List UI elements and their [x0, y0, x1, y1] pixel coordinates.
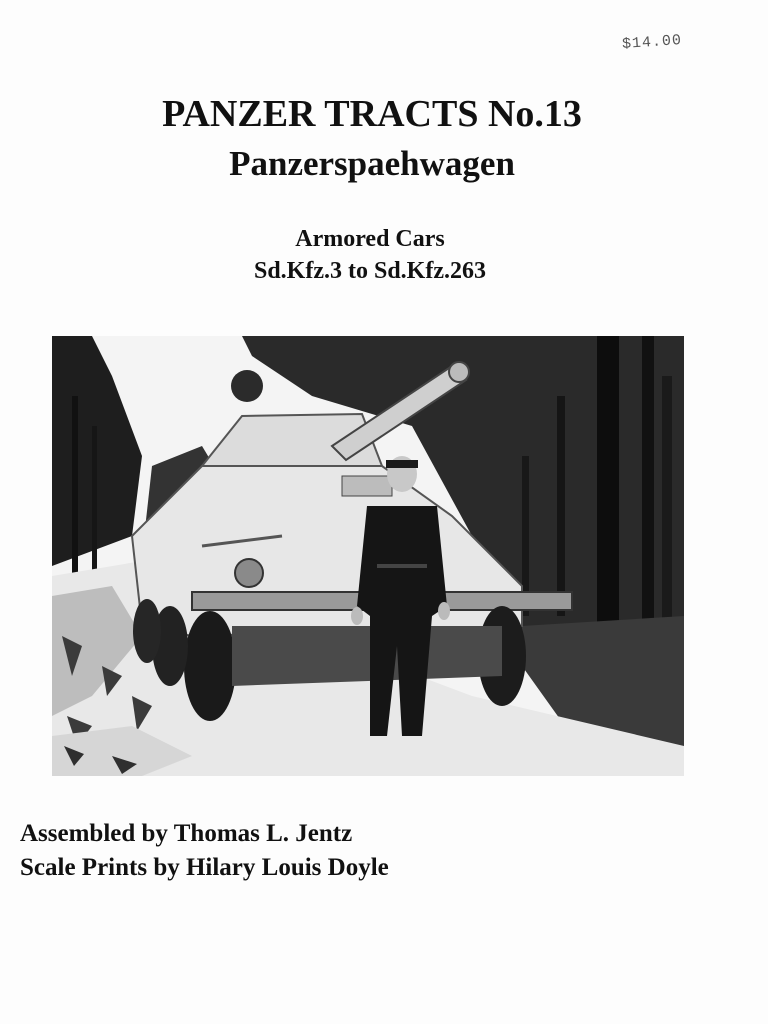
book-range: Sd.Kfz.3 to Sd.Kfz.263 [253, 258, 486, 284]
handwritten-price-mark: $14.00 [621, 31, 683, 54]
book-subtitle: Panzerspaehwagen [229, 144, 515, 183]
book-title: PANZER TRACTS No.13 [162, 93, 582, 135]
cover-photo [52, 336, 684, 776]
author-credit: Assembled by Thomas L. Jentz [20, 820, 353, 847]
illustrator-credit: Scale Prints by Hilary Louis Doyle [20, 854, 389, 881]
book-topic: Armored Cars [295, 226, 445, 252]
armored-car-photo [52, 336, 684, 776]
